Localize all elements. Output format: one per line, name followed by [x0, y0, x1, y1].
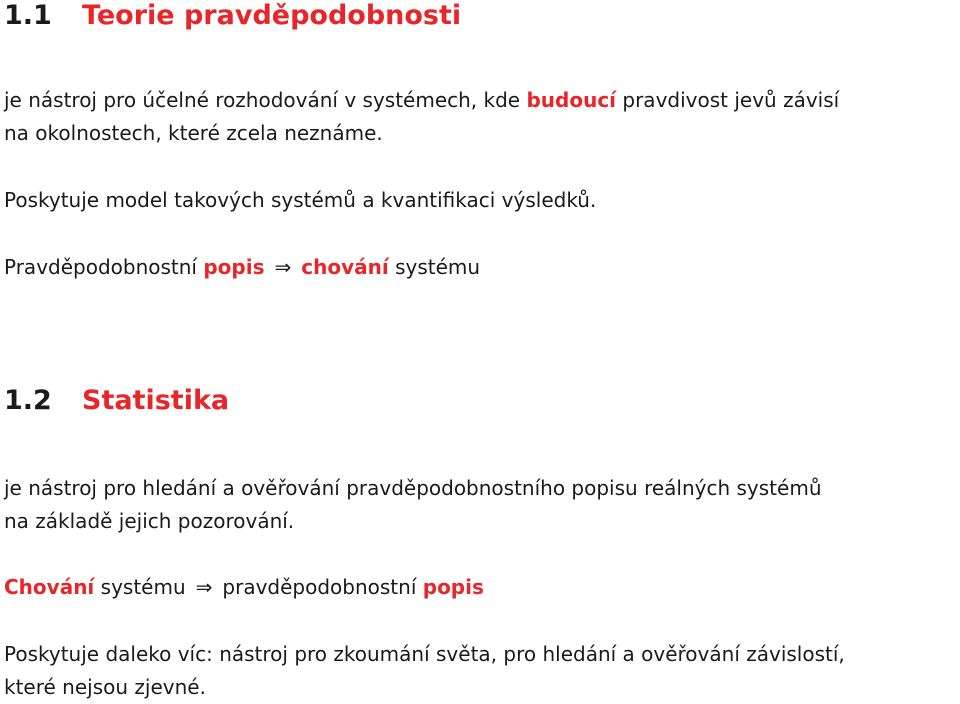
- section2-para3-line1: Poskytuje daleko víc: nástroj pro zkoumání světa, pro hledání a ověřování závislostí,: [4, 642, 845, 666]
- section-title-2: Statistika: [82, 385, 230, 416]
- section-number-1: 1.1: [4, 0, 52, 31]
- section1-para1-line2: na okolnostech, které zcela neznáme.: [4, 121, 383, 145]
- section2-para3-line2: které nejsou zjevné.: [4, 675, 206, 699]
- section1-paragraph-2: Poskytuje model takových systémů a kvantifikaci výsledků.: [4, 188, 597, 212]
- section2-paragraph-2: [4, 571, 956, 604]
- section2-para1-line1: je nástroj pro hledání a ověřování pravděpodobnostního popisu reálných systémů: [4, 476, 822, 500]
- section1-para1-line1-part1: je nástroj pro účelné rozhodování v systémech, kde: [4, 88, 527, 112]
- section-heading-2: [4, 385, 229, 417]
- implies-arrow-icon: ⇒: [274, 255, 292, 279]
- highlight-popis-2: popis: [422, 575, 484, 599]
- section2-paragraph-1: [4, 472, 956, 538]
- highlight-chovani-2: Chování: [4, 575, 95, 599]
- section1-para1-line1-part2: pravdivost jevů závisí: [616, 88, 840, 112]
- section1-paragraph-1: [4, 84, 956, 150]
- section2-para2-part1: systému: [94, 575, 186, 599]
- section-heading-1: [4, 0, 461, 32]
- highlight-chovani: chování: [301, 255, 389, 279]
- section-number-2: 1.2: [4, 385, 52, 416]
- implies-arrow-icon-2: ⇒: [195, 575, 213, 599]
- section2-para1-line2: na základě jejich pozorování.: [4, 509, 295, 533]
- section1-para3-part1: Pravděpodobnostní: [4, 255, 204, 279]
- section1-para3-part2: systému: [388, 255, 481, 279]
- section2-para2-part2: pravděpodobnostní: [222, 575, 423, 599]
- highlight-popis: popis: [203, 255, 265, 279]
- highlight-budouci: budoucí: [526, 88, 617, 112]
- section2-paragraph-3: [4, 638, 956, 704]
- section-title-1: Teorie pravděpodobnosti: [82, 0, 462, 31]
- section1-paragraph-3: [4, 251, 956, 284]
